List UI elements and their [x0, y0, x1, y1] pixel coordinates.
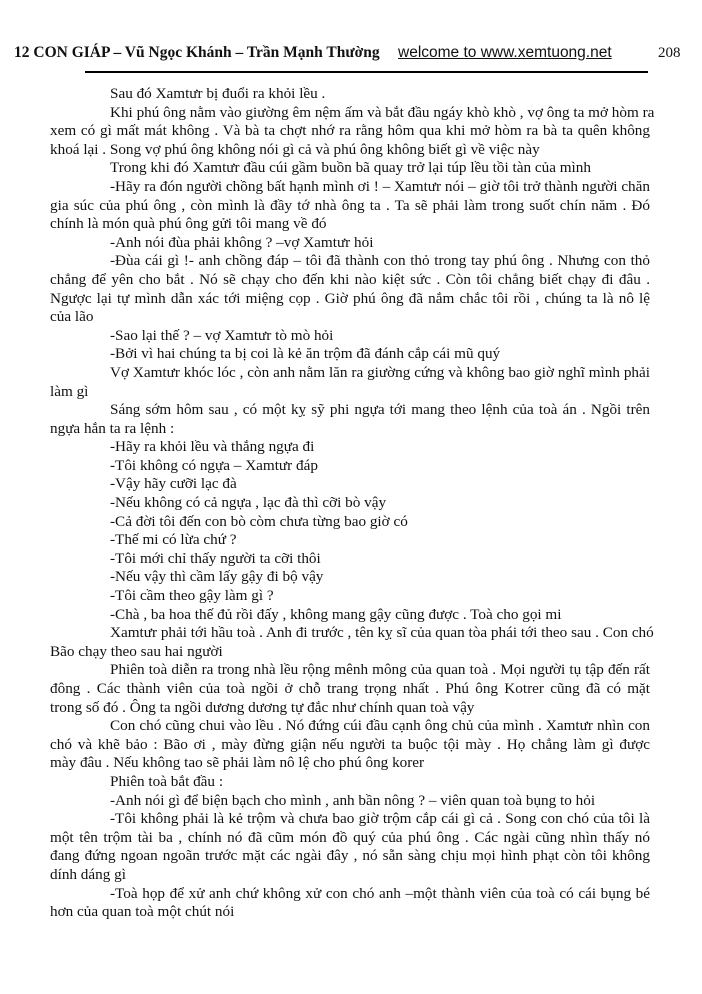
text-line: Phiên toà diễn ra trong nhà lều rộng mênh mông của quan toà . Mọi người tụ tập đến rất [110, 661, 650, 679]
text-line: -Đùa cái gì !- anh chồng đáp – tôi đã thành con thỏ trong tay phú ông . Nhưng con thỏ [110, 252, 650, 270]
text-line: gia súc của phú ông , còn mình là đầy tớ nhà ông ta . Ta sẽ phải làm trong suốt chín năm . Đó [50, 196, 650, 214]
text-line: khoá lại . Song vợ phú ông không nói gì cả và phú ông không biết gì về việc này [50, 140, 540, 158]
text-line: -Chà , ba hoa thế đủ rồi đấy , không mang gậy cũng được . Toà cho gọi mi [110, 605, 562, 623]
header-divider [85, 71, 648, 73]
text-line: xem có gì mất mát không . Và bà ta chợt nhớ ra rằng hôm qua khi mở hòm ra bà ta quên không [50, 122, 650, 140]
text-line: Sáng sớm hôm sau , có một kỵ sỹ phi ngựa tới mang theo lệnh của toà án . Ngồi trên [110, 401, 650, 419]
text-line: Sau đó Xamtưr bị đuổi ra khỏi lều . [110, 85, 326, 102]
text-line: -Sao lại thế ? – vợ Xamtưr tò mò hỏi [110, 326, 334, 344]
text-line: Khi phú ông nằm vào giường êm nệm ấm và bắt đầu ngáy khò khò , vợ ông ta mở hòm ra [110, 103, 655, 121]
text-line: một tên trộm tài ba , chính nó đã cũm món đồ quý của phú ông . Các ngài cũng nhìn thấy nó [50, 828, 650, 846]
text-line: làm gì [50, 382, 89, 400]
text-line: -Anh nói gì để biện bạch cho mình , anh bần nông ? – viên quan toà bụng to hỏi [110, 791, 596, 809]
text-line: chẳng để yên cho bắt . Nó sẽ chạy cho đến khi nào kiệt sức . Còn tôi chẳng biết chạy đi đâu . [50, 270, 650, 288]
text-line: trong số đó . Ông ta ngồi dương dương tự đắc như chính quan toà vậy [50, 698, 475, 716]
text-line: -Hãy ra đón người chồng bất hạnh mình ơi ! – Xamtưr nói – giờ tôi trở thành người chăn [110, 177, 650, 195]
text-line: -Toà họp để xử anh chứ không xử con chó anh –một thành viên của toà có cái bụng bé [110, 884, 650, 902]
text-line: Phiên toà bắt đầu : [110, 772, 224, 790]
text-line: -Vậy hãy cưỡi lạc đà [110, 475, 237, 493]
text-line: -Tôi cầm theo gậy làm gì ? [110, 587, 274, 605]
website-link[interactable]: welcome to www.xemtuong.net [398, 44, 612, 61]
text-line: chó và khẽ bảo : Bão ơi , mày đừng giận nếu người ta buộc tội mày . Họ chẳng làm gì được [50, 735, 650, 753]
text-line: đông . Các thành viên của toà ngồi ở chỗ trang trọng nhất . Phú ông Kotrer cũng đã có mặt [50, 680, 650, 697]
text-line: -Hãy ra khỏi lều và thắng ngựa đi [110, 438, 315, 456]
text-line: -Thế mi có lừa chứ ? [110, 531, 237, 549]
text-line: Trong khi đó Xamtưr đầu cúi gầm buồn bã quay trở lại túp lều tồi tàn của mình [110, 159, 591, 177]
text-line: Bão chạy theo sau hai người [50, 642, 223, 660]
text-line: đang đứng ngoan ngoãn trước mặt các ngài đây , nó sẵn sàng chịu mọi hình phạt còn tôi không [50, 847, 650, 865]
text-line: chính là món quà phú ông gửi tôi mang về đó [50, 215, 327, 233]
text-line: -Anh nói đùa phải không ? –vợ Xamtưr hỏi [110, 233, 374, 251]
text-line: ngựa hắn ta ra lệnh : [50, 419, 175, 437]
text-line: -Tôi không phải là kẻ trộm và chưa bao giờ trộm cắp cái gì cả . Song con chó của tôi là [110, 810, 650, 828]
text-line: -Tôi mới chỉ thấy người ta cỡi thôi [110, 549, 321, 567]
page-number: 208 [658, 45, 681, 61]
text-line: mày đâu . Nếu không tao sẽ phải làm nô lệ cho phú ông korer [50, 754, 425, 772]
book-title: 12 CON GIÁP – Vũ Ngọc Khánh – Trần Mạnh Thường [14, 44, 380, 61]
text-line: Vợ Xamtưr khóc lóc , còn anh nằm lăn ra giường cứng và không bao giờ nghĩ mình phải [110, 363, 650, 381]
text-line: Con chó cũng chui vào lều . Nó đứng cúi đầu cạnh ông chủ của mình . Xamtưr nhìn con [110, 717, 650, 735]
text-line: -Bởi vì hai chúng ta bị coi là kẻ ăn trộm đã đánh cắp cái mũ quý [110, 345, 501, 363]
text-line: -Nếu không có cả ngựa , lạc đà thì cỡi bò vậy [110, 494, 387, 512]
text-line: Ngược lại tự mình dẫn xác tới miệng cọp . Giờ phú ông đã nắm chắc tôi rồi , chúng ta là nô lệ [50, 289, 650, 307]
text-line: dính dáng gì [50, 865, 126, 883]
text-line: -Cả đời tôi đến con bò còm chưa từng bao giờ có [110, 512, 408, 530]
text-line: -Tôi không có ngựa – Xamtưr đáp [110, 456, 318, 474]
text-line: của lão [50, 308, 94, 326]
text-line: Xamtưr phải tới hầu toà . Anh đi trước , tên kỵ sĩ của quan tòa phái tới theo sau . Con chó [110, 624, 654, 642]
page-body [50, 85, 655, 922]
text-line: hơn của quan toà một chút nói [50, 903, 235, 921]
text-line: -Nếu vậy thì cầm lấy gậy đi bộ vậy [110, 568, 324, 586]
